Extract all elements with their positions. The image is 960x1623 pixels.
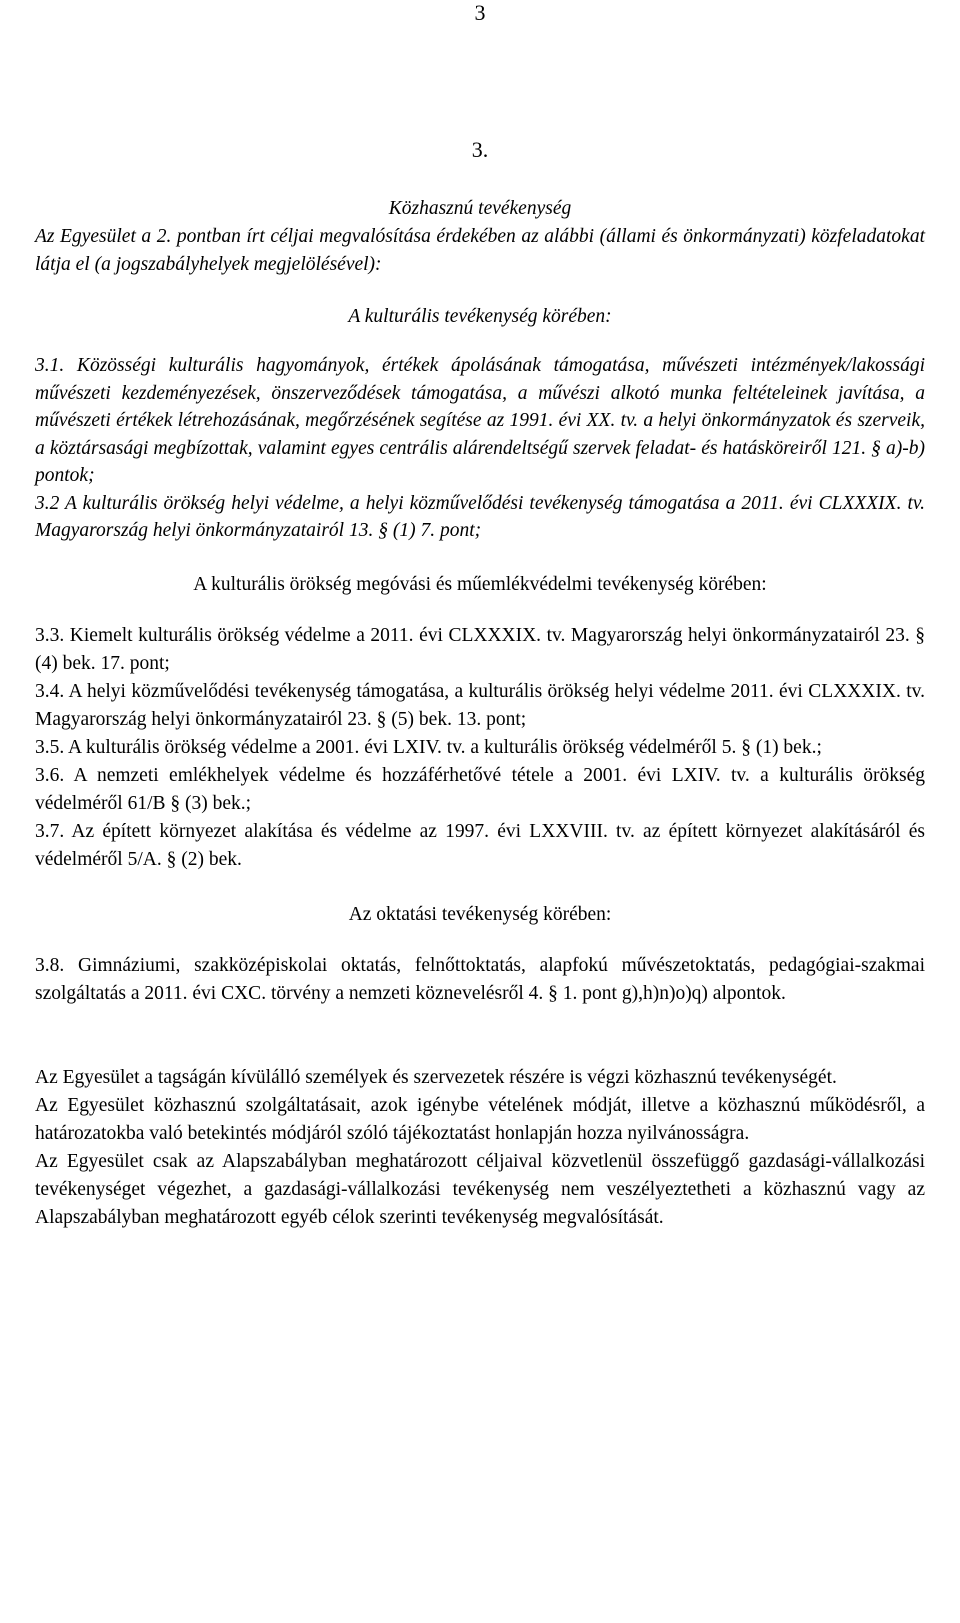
closing-paragraph: Az Egyesület csak az Alapszabályban meghatározott céljaival közvetlenül összefüggő gazdasági-vállalkozási tevékenységet végezhet, a gazdasági-vállalkozási tevékenység nem veszélyeztetheti a közhasznú vagy az Alapszabályban meghatározott egyéb célok szerinti tevékenység megvalósítását. — [35, 1150, 925, 1228]
closing-paragraph: Az Egyesület a tagságán kívülálló személyek és szervezetek részére is végzi közhasznú tevékenységét. — [35, 1066, 837, 1088]
closing-paragraphs — [35, 1064, 925, 1232]
page-number: 3 — [474, 0, 486, 25]
section-title: Közhasznú tevékenység — [388, 198, 572, 219]
list-item: 3.3. Kiemelt kulturális örökség védelme a 2011. évi CLXXXIX. tv. Magyarország helyi önkormányzatairól 23. § (4) bek. 17. pont; — [35, 624, 925, 674]
item-3-8: 3.8. Gimnáziumi, szakközépiskolai oktatás, felnőttoktatás, alapfokú művészetoktatás, pedagógiai-szakmai szolgáltatás a 2011. évi CXC. törvény a nemzeti köznevelésről 4. § 1. pont g),h)n)o)q) alpontok. — [35, 954, 925, 1004]
list-item: 3.7. Az épített környezet alakítása és védelme az 1997. évi LXXVIII. tv. az épített környezet alakításáról és védelméről 5/A. § (2) bek. — [35, 820, 925, 870]
item-3-1: 3.1. Közösségi kulturális hagyományok, értékek ápolásának támogatása, művészeti intézmények/lakossági művészeti kezdeményezések, önszerveződések támogatása, a művészi alkotó munka feltételeinek javítása, a művészeti értékek létrehozásának, megőrzésének segítése az 1991. évi XX. tv. a helyi önkormányzatok és szerveik, a köztársasági megbízottak, valamint egyes centrális alárendeltségű szervek feladat- és hatásköreiről 121. § a)-b) pontok; — [35, 355, 925, 486]
list-item: 3.4. A helyi közművelődési tevékenység támogatása, a kulturális örökség helyi védelme 2011. évi CLXXXIX. tv. Magyarország helyi önkormányzatairól 23. § (5) bek. 13. pont; — [35, 680, 925, 730]
intro-paragraph: Az Egyesület a 2. pontban írt céljai megvalósítása érdekében az alábbi (állami és önkormányzati) közfeladatokat látja el (a jogszabályhelyek megjelölésével): — [35, 226, 925, 275]
cultural-heading: A kulturális tevékenység körében: — [348, 306, 612, 327]
list-item: 3.6. A nemzeti emlékhelyek védelme és hozzáférhetővé tétele a 2001. évi LXIV. tv. a kulturális örökség védelméről 61/B § (3) bek.; — [35, 764, 925, 814]
heritage-items — [35, 622, 925, 874]
closing-paragraph: Az Egyesület közhasznú szolgáltatásait, azok igénybe vételének módját, illetve a közhasznú működésről, a határozatokba való betekintés módjáról szóló tájékoztatást honlapján hozza nyilvánosságra. — [35, 1094, 925, 1144]
heritage-heading: A kulturális örökség megóvási és műemlékvédelmi tevékenység körében: — [193, 573, 767, 595]
education-heading: Az oktatási tevékenység körében: — [348, 903, 612, 925]
document-body — [35, 195, 925, 1232]
item-3-2: 3.2 A kulturális örökség helyi védelme, a helyi közművelődési tevékenység támogatása a 2011. évi CLXXXIX. tv. Magyarország helyi önkormányzatairól 13. § (1) 7. pont; — [35, 492, 925, 541]
section-number: 3. — [471, 137, 489, 162]
list-item: 3.5. A kulturális örökség védelme a 2001. évi LXIV. tv. a kulturális örökség védelméről 5. § (1) bek.; — [35, 736, 822, 758]
